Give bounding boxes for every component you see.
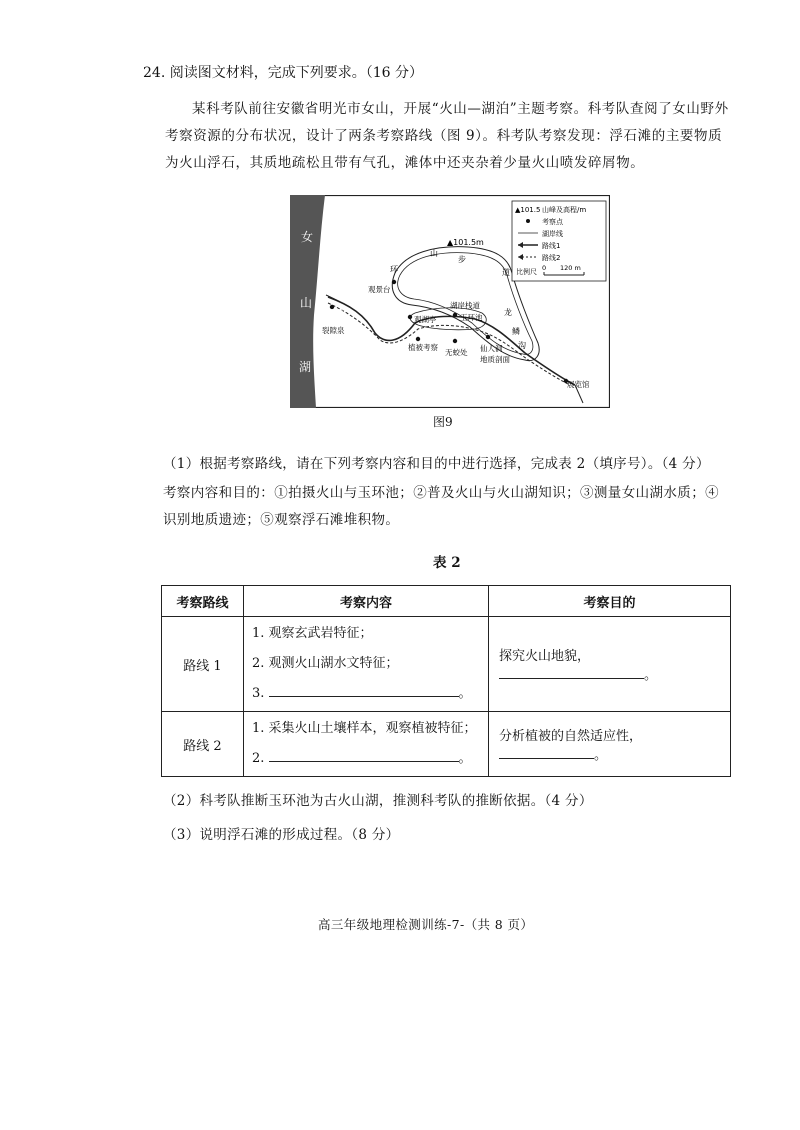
legend-peak-value: ▲101.5 [515, 206, 541, 214]
wujiao-label: 无蛟处 [445, 348, 468, 357]
purpose-text: 探究火山地貌， [499, 649, 591, 664]
legend-peak: 山峰及高程/m [542, 206, 587, 214]
header-content: 考察内容 [244, 586, 489, 617]
route-1-content [244, 617, 489, 712]
xianren-cave-label: 仙人洞 [480, 344, 503, 353]
content-item: 1. 采集火山土壤样本，观察植被特征； [252, 721, 477, 736]
lake-char-2: 山 [300, 296, 313, 310]
legend-route1: 路线1 [542, 242, 561, 250]
pumice-beach-label: 浮石滩 [321, 308, 344, 317]
route-2-content [244, 712, 489, 777]
header-purpose: 考察目的 [489, 586, 731, 617]
legend-route2: 路线2 [542, 254, 561, 262]
table-title: 表 2 [433, 555, 461, 571]
q1-prompt: （1）根据考察路线，请在下列考察内容和目的中进行选择，完成表 2（填序号）。（4 分） [163, 456, 710, 472]
boardwalk-label: 湖岸栈道 [450, 301, 480, 310]
answer-blank[interactable] [269, 682, 459, 697]
end-mark: 。 [594, 748, 608, 763]
yuhuan-pond-label: 玉环池 [460, 313, 483, 322]
table-2 [161, 585, 731, 777]
path-char-bu: 步 [458, 255, 466, 264]
legend [512, 201, 606, 281]
lake-char-3: 湖 [299, 360, 312, 374]
peak-label: ▲101.5m [447, 238, 484, 247]
path-char-huan: 环 [390, 265, 398, 274]
site-marker [486, 335, 490, 339]
route-1-purpose [489, 617, 731, 712]
question-title: 24. 阅读图文材料，完成下列要求。（16 分） [143, 65, 423, 81]
q3-prompt: （3）说明浮石滩的形成过程。（8 分） [163, 827, 400, 843]
route-2-purpose [489, 712, 731, 777]
viewing-pavilion-label: 观湖亭 [414, 315, 437, 324]
answer-blank[interactable] [269, 747, 459, 762]
site-marker [408, 315, 412, 319]
legend-scale-value: 120 m [560, 264, 581, 272]
dragon-char-3: 沟 [518, 341, 526, 350]
page-footer: 高三年级地理检测训练-7-（共 8 页） [318, 917, 534, 932]
dragon-char-1: 龙 [504, 308, 512, 317]
content-item-number: 2. [252, 751, 265, 766]
q2-prompt: （2）科考队推断玉环池为古火山湖，推测科考队的推断依据。（4 分） [163, 793, 593, 809]
q1-options: 考察内容和目的：①拍摄火山与玉环池；②普及火山与火山湖知识；③测量女山湖水质；④识别地质遗迹；⑤观察浮石滩堆积物。 [163, 485, 719, 528]
site-marker [392, 280, 396, 284]
lookout-label: 观景台 [368, 285, 391, 294]
legend-shoreline: 湖岸线 [542, 230, 563, 238]
table-row [162, 617, 731, 712]
content-item: 1. 观察玄武岩特征； [252, 626, 373, 641]
content-item-number: 3. [252, 686, 265, 701]
site-marker [416, 337, 420, 341]
site-marker [453, 313, 457, 317]
content-item-blank [252, 744, 480, 774]
table-row [162, 712, 731, 777]
legend-scale-label: 比例尺 [516, 268, 537, 276]
material-paragraph: 某科考队前往安徽省明光市女山，开展“火山—湖泊”主题考察。科考队查阅了女山野外考察资源的分布状况，设计了两条考察路线（图 9）。科考队考察发现：浮石滩的主要物质为火山浮石，其质地疏松且带有气孔，滩体中还夹杂着少量火山喷发碎屑物。 [165, 101, 729, 171]
figure-caption: 图9 [433, 415, 453, 429]
dragon-char-2: 鳞 [512, 327, 520, 336]
answer-blank[interactable] [499, 744, 594, 759]
legend-site-icon [526, 219, 530, 223]
route-2-cell: 路线 2 [162, 712, 244, 777]
purpose-text: 分析植被的自然适应性， [499, 729, 643, 744]
legend-scale-zero: 0 [542, 264, 547, 272]
path-char-shan: 山 [430, 249, 438, 258]
path-char-dao: 道 [502, 268, 510, 277]
route-1-cell: 路线 1 [162, 617, 244, 712]
header-route: 考察路线 [162, 586, 244, 617]
end-mark: 。 [458, 751, 472, 766]
end-mark: 。 [644, 668, 658, 683]
site-marker [453, 339, 457, 343]
lake-char-1: 女 [301, 230, 314, 244]
content-item-blank [252, 679, 480, 709]
legend-site: 考察点 [542, 218, 563, 226]
content-item: 2. 观测火山湖水文特征； [252, 656, 399, 671]
end-mark: 。 [458, 686, 472, 701]
fissure-spring-label: 裂隙泉 [322, 326, 345, 335]
figure-9-map [290, 195, 610, 408]
geo-profile-label: 地质剖面 [480, 355, 510, 364]
exhibition-label: 展览馆 [567, 380, 590, 389]
answer-blank[interactable] [499, 664, 644, 679]
vegetation-label: 植被考察 [408, 343, 438, 352]
